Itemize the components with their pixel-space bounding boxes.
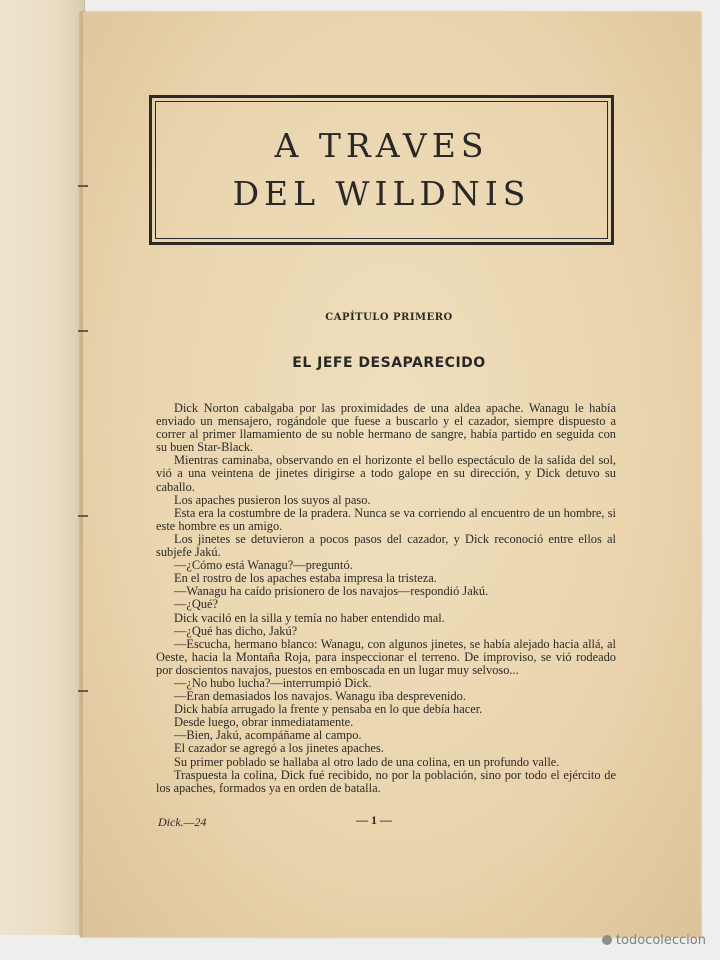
seal-icon: [602, 935, 612, 945]
footer-reference: Dick.—24: [158, 815, 207, 829]
page-number: — 1 —: [356, 813, 392, 827]
body-text: [156, 402, 616, 795]
paragraph: El cazador se agregó a los jinetes apaches.: [174, 741, 384, 756]
paragraph: Su primer poblado se hallaba al otro lado de una colina, en un profundo valle.: [174, 754, 560, 769]
paragraph: Esta era la costumbre de la pradera. Nunca se va corriendo al encuentro de un hombre, si este hombre es un amigo.: [156, 505, 616, 533]
paragraph: Traspuesta la colina, Dick fué recibido, no por la población, sino por todo el ejército de los apaches, formados ya en orden de batalla.: [156, 767, 616, 795]
paragraph: —Escucha, hermano blanco: Wanagu, con algunos jinetes, se había alejado hacia allá, al Oeste, hacia la Montaña Roja, para inspeccionar el terreno. De improviso, se vió rodeado por doscientos navajos, puestos en emboscada en un lugar muy selvoso...: [156, 636, 616, 677]
paragraph: —¿No hubo lucha?—interrumpió Dick.: [174, 675, 372, 690]
watermark: [602, 933, 706, 948]
spine-stitch: [78, 515, 88, 517]
paragraph: En el rostro de los apaches estaba impresa la tristeza.: [174, 571, 437, 586]
paragraph: —¿Cómo está Wanagu?—preguntó.: [174, 558, 353, 573]
paragraph: Dick había arrugado la frente y pensaba en lo que debía hacer.: [174, 702, 483, 717]
chapter-title: EL JEFE DESAPARECIDO: [292, 355, 486, 371]
spine-stitch: [78, 690, 88, 692]
paragraph: —Eran demasiados los navajos. Wanagu iba desprevenido.: [174, 689, 466, 704]
spine-stitch: [78, 330, 88, 332]
paragraph: —¿Qué?: [174, 597, 219, 612]
paragraph: —Wanagu ha caído prisionero de los navajos—respondió Jakú.: [174, 584, 489, 599]
spine-stitch: [78, 185, 88, 187]
paragraph: Dick Norton cabalgaba por las proximidades de una aldea apache. Wanagu le había enviado un mensajero, rogándole que fuese a buscarlo y el cazador, siempre dispuesto a correr al primer llamamiento de su noble hermano de sangre, había partido en seguida con su buen Star-Black.: [156, 401, 616, 455]
paragraph: Los jinetes se detuvieron a pocos pasos del cazador, y Dick reconoció entre ellos al subjefe Jakú.: [156, 531, 616, 560]
paragraph: Los apaches pusieron los suyos al paso.: [174, 492, 371, 507]
paragraph: Dick vaciló en la silla y temía no haber entendido mal.: [174, 610, 445, 625]
watermark-text: todocoleccion: [615, 933, 706, 948]
paragraph: Desde luego, obrar inmediatamente.: [174, 715, 354, 730]
title-frame-inner: [155, 101, 608, 239]
paragraph: —¿Qué has dicho, Jakú?: [174, 623, 298, 638]
left-page-edge: [0, 0, 85, 935]
chapter-label: CAPÍTULO PRIMERO: [325, 312, 453, 323]
book-title-line-1: A TRAVES: [274, 126, 489, 165]
paragraph: Mientras caminaba, observando en el horizonte el bello espectáculo de la salida del sol, vió a una veintena de jinetes dirigirse a todo galope en su dirección, y Dick detuvo su caballo.: [156, 453, 616, 494]
title-frame: [149, 95, 614, 245]
paragraph: —Bien, Jakú, acompáñame al campo.: [174, 728, 362, 743]
book-title-line-2: DEL WILDNIS: [232, 174, 531, 213]
